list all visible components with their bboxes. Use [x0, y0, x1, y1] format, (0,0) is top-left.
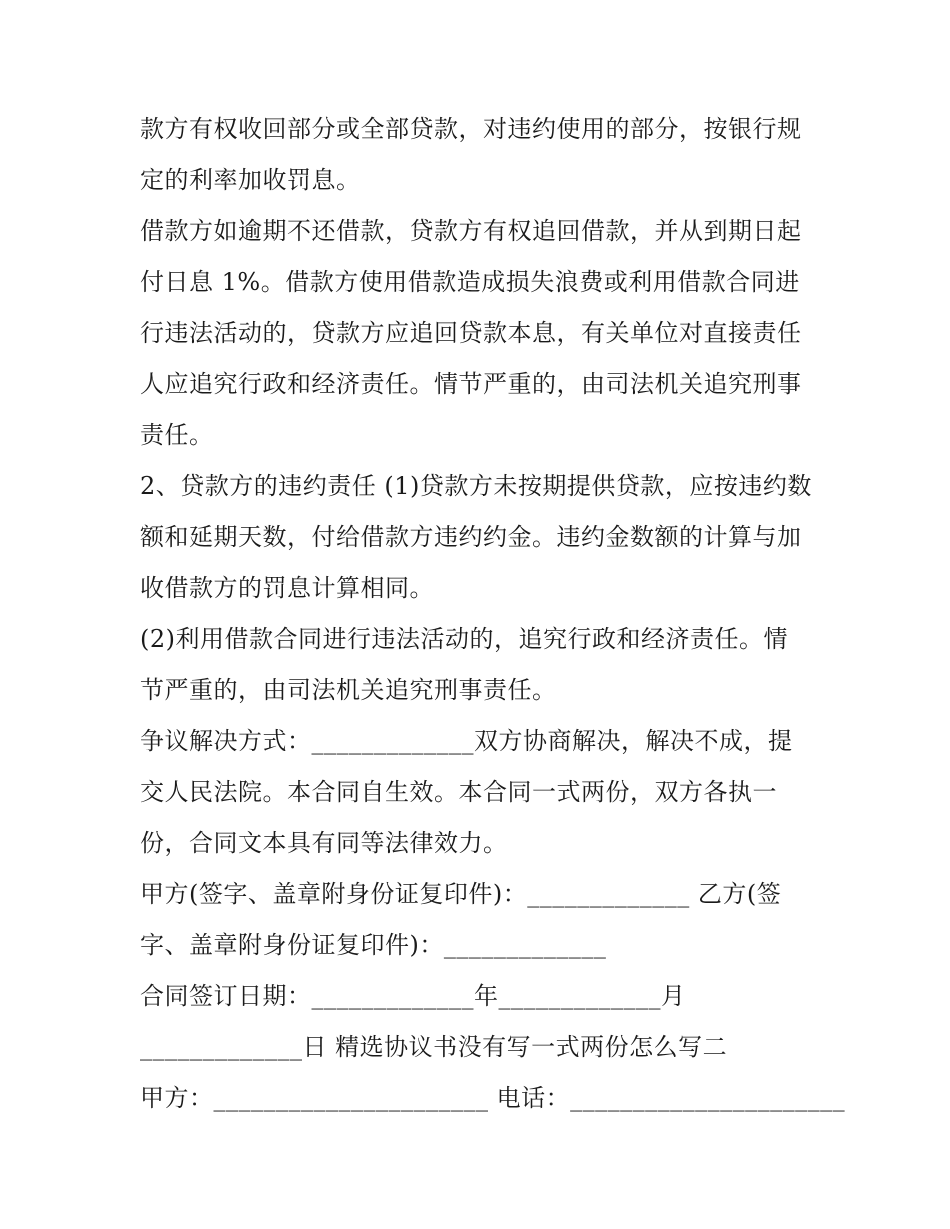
text-line: 合同签订日期：_____________年_____________月 — [140, 982, 686, 1010]
text-line: _____________日 精选协议书没有写一式两份怎么写二 — [140, 1033, 728, 1061]
text-line: (2)利用借款合同进行违法活动的，追究行政和经济责任。情 — [140, 625, 788, 653]
text-line: 字、盖章附身份证复印件)：_____________ — [140, 931, 607, 959]
text-line: 人应追究行政和经济责任。情节严重的，由司法机关追究刑事 — [140, 370, 802, 398]
text-line: 款方有权收回部分或全部贷款，对违约使用的部分，按银行规 — [140, 115, 802, 143]
text-line: 争议解决方式：_____________双方协商解决，解决不成，提 — [140, 727, 793, 755]
text-line: 付日息 1%。借款方使用借款造成损失浪费或利用借款合同进 — [140, 268, 800, 296]
text-line: 份，合同文本具有同等法律效力。 — [140, 829, 508, 857]
text-line: 甲方：______________________ 电话：______________________ — [140, 1084, 846, 1112]
text-line: 定的利率加收罚息。 — [140, 166, 361, 194]
text-line: 责任。 — [140, 421, 214, 449]
text-line: 行违法活动的，贷款方应追回贷款本息，有关单位对直接责任 — [140, 319, 802, 347]
text-line: 节严重的，由司法机关追究刑事责任。 — [140, 676, 557, 704]
text-line: 额和延期天数，付给借款方违约约金。违约金数额的计算与加 — [140, 523, 802, 551]
document-body — [140, 104, 846, 1124]
text-line: 借款方如逾期不还借款，贷款方有权追回借款，并从到期日起 — [140, 217, 802, 245]
text-line: 交人民法院。本合同自生效。本合同一式两份，双方各执一 — [140, 778, 777, 806]
text-line: 2、贷款方的违约责任 (1)贷款方未按期提供贷款，应按违约数 — [140, 472, 812, 500]
text-line: 甲方(签字、盖章附身份证复印件)：_____________ 乙方(签 — [140, 880, 782, 908]
text-line: 收借款方的罚息计算相同。 — [140, 574, 434, 602]
